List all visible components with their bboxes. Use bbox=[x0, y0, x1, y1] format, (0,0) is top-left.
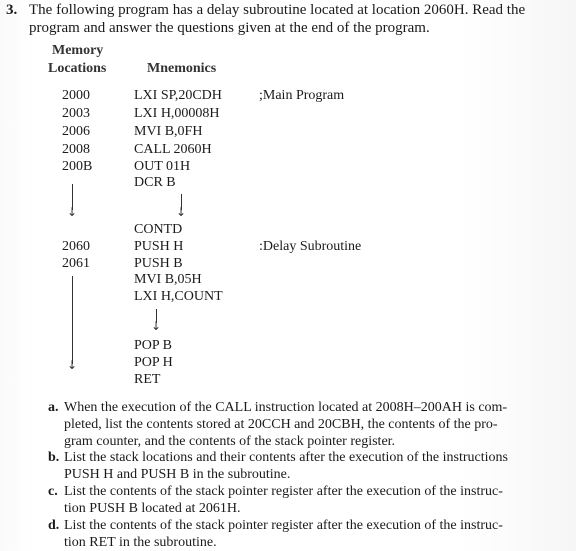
subquestion-a-line-1: When the execution of the CALL instruction located at 2008H–200AH is com- bbox=[64, 400, 508, 415]
subquestion-c-line-2: tion PUSH B located at 2061H. bbox=[64, 501, 241, 516]
down-arrow-icon: ↓ bbox=[67, 358, 78, 372]
mnemonic-mvi-b: MVI B,0FH bbox=[134, 124, 203, 139]
mnemonic-out: OUT 01H bbox=[134, 159, 191, 174]
address-200b: 200B bbox=[62, 159, 93, 174]
subquestion-a-line-3: gram counter, and the contents of the stack pointer register. bbox=[64, 434, 396, 449]
mnemonic-dcr-b: DCR B bbox=[134, 175, 176, 190]
down-arrow-icon: ↓ bbox=[67, 205, 78, 219]
comment-delay-subroutine: :Delay Subroutine bbox=[259, 239, 362, 254]
address-2000: 2000 bbox=[62, 88, 90, 103]
mnemonic-pop-h: POP H bbox=[134, 355, 173, 370]
mnemonic-mvi-b-05h: MVI B,05H bbox=[134, 272, 202, 287]
address-2008: 2008 bbox=[62, 142, 90, 157]
question-text-line-1: The following program has a delay subroutine located at location 2060H. Read the bbox=[29, 2, 526, 18]
mnemonic-ret: RET bbox=[134, 372, 161, 387]
subquestion-c-label: c. bbox=[48, 484, 58, 499]
down-arrow-icon: ↓ bbox=[151, 319, 162, 333]
mnemonic-lxi-sp: LXI SP,20CDH bbox=[134, 88, 222, 103]
mnemonic-call: CALL 2060H bbox=[134, 142, 212, 157]
subquestion-d-line-2: tion RET in the subroutine. bbox=[64, 535, 217, 550]
down-arrow-icon: ↓ bbox=[176, 205, 187, 219]
question-text-line-2: program and answer the questions given at the end of the program. bbox=[29, 20, 430, 36]
subquestion-d-label: d. bbox=[48, 518, 60, 533]
header-memory: Memory bbox=[52, 43, 104, 58]
mnemonic-lxi-h: LXI H,00008H bbox=[134, 106, 220, 121]
question-number: 3. bbox=[6, 2, 18, 18]
subquestion-b-line-2: PUSH H and PUSH B in the subroutine. bbox=[64, 467, 291, 482]
address-2060: 2060 bbox=[62, 239, 90, 254]
subquestion-c-line-1: List the contents of the stack pointer register after the execution of the instruc- bbox=[64, 484, 503, 499]
mnemonic-pop-b: POP B bbox=[134, 338, 173, 353]
header-locations: Locations bbox=[48, 61, 107, 76]
address-2061: 2061 bbox=[62, 256, 90, 271]
address-2003: 2003 bbox=[62, 106, 90, 121]
header-mnemonics: Mnemonics bbox=[147, 61, 217, 76]
subquestion-a-line-2: pleted, list the contents stored at 20CCH and 20CBH, the contents of the pro- bbox=[64, 417, 498, 432]
mnemonic-push-b: PUSH B bbox=[134, 256, 183, 271]
address-2006: 2006 bbox=[62, 124, 90, 139]
subroutine-address-arrow-line bbox=[72, 276, 73, 364]
subquestion-d-line-1: List the contents of the stack pointer register after the execution of the instruc- bbox=[64, 518, 503, 533]
subquestion-a-label: a. bbox=[48, 400, 59, 415]
subquestion-b-line-1: List the stack locations and their contents after the execution of the instructions bbox=[64, 450, 508, 465]
mnemonic-lxi-h-count: LXI H,COUNT bbox=[134, 289, 223, 304]
comment-main-program: ;Main Program bbox=[259, 88, 345, 103]
mnemonic-push-h: PUSH H bbox=[134, 239, 184, 254]
subquestion-b-label: b. bbox=[48, 450, 60, 465]
mnemonic-contd: CONTD bbox=[134, 222, 183, 237]
